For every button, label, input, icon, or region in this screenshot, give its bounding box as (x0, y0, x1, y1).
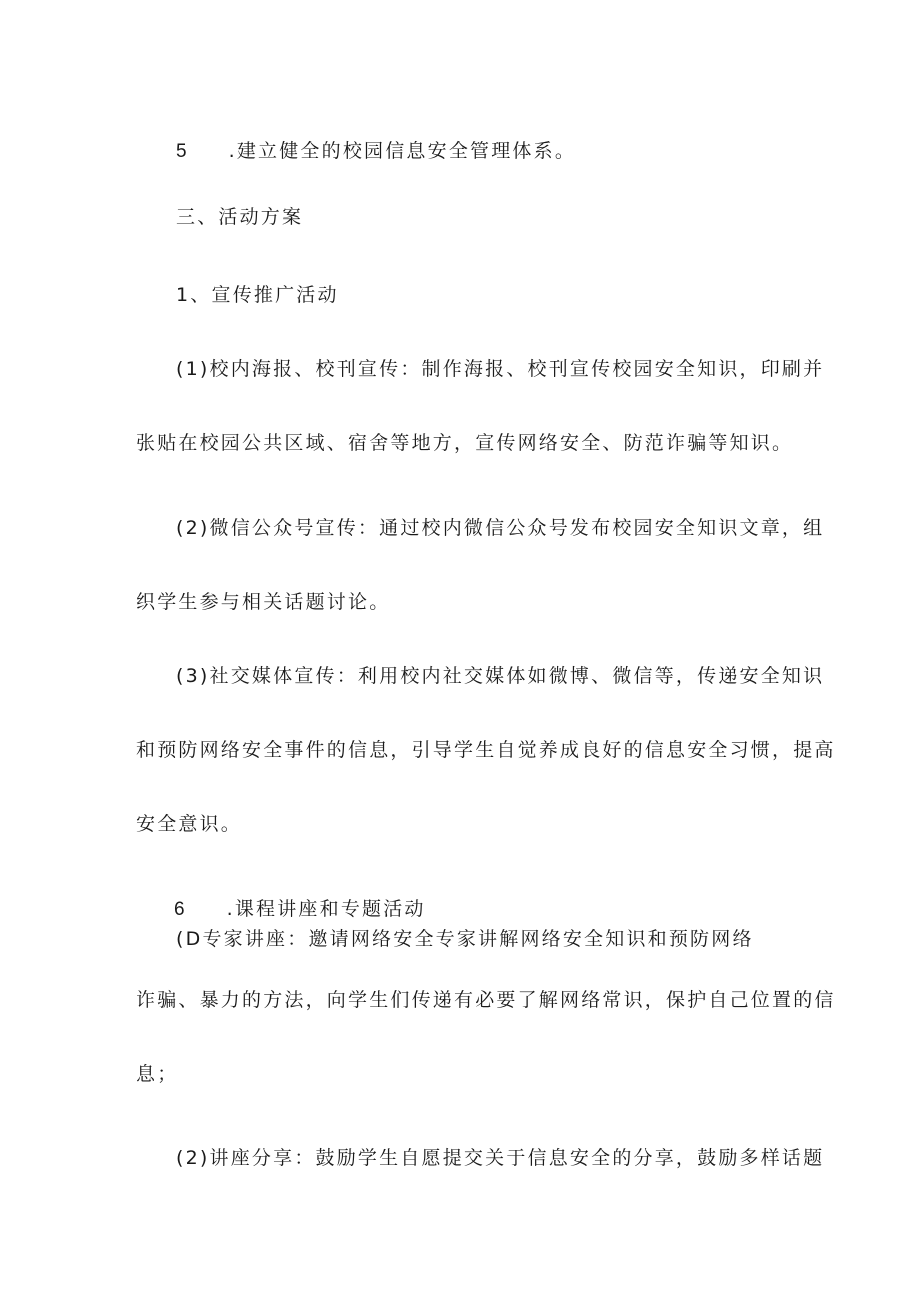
section-3-heading: 三、活动方案 (176, 206, 304, 228)
paragraph-1-line-2: 张贴在校园公共区域、宿舍等地方，宣传网络安全、防范诈骗等知识。 (136, 432, 794, 454)
paragraph-3-line-2: 和预防网络安全事件的信息，引导学生自觉养成良好的信息安全习惯，提高 (136, 739, 836, 761)
item-5 (176, 139, 576, 164)
item-6 (174, 897, 426, 922)
paragraph-4-line-3: 息； (136, 1063, 179, 1085)
paragraph-1-line-1: (1)校内海报、校刊宣传：制作海报、校刊宣传校园安全知识，印刷并 (176, 358, 825, 380)
paragraph-2-line-1: (2)微信公众号宣传：通过校内微信公众号发布校园安全知识文章，组 (176, 517, 825, 539)
item-5-number: 5 (176, 141, 187, 162)
paragraph-4-line-2: 诈骗、暴力的方法，向学生们传递有必要了解网络常识，保护自己位置的信 (136, 989, 836, 1011)
item-5-text: .建立健全的校园信息安全管理体系。 (228, 140, 577, 162)
paragraph-5-line-1: (2)讲座分享：鼓励学生自愿提交关于信息安全的分享，鼓励多样话题 (176, 1147, 825, 1169)
subsection-1-heading: 1、宣传推广活动 (176, 284, 339, 306)
paragraph-2-line-2: 织学生参与相关话题讨论。 (136, 591, 391, 613)
paragraph-3-line-1: (3)社交媒体宣传：利用校内社交媒体如微博、微信等，传递安全知识 (176, 665, 825, 687)
paragraph-3-line-3: 安全意识。 (136, 813, 243, 835)
item-6-number: 6 (174, 899, 185, 920)
item-6-text: .课程讲座和专题活动 (226, 898, 426, 920)
paragraph-4-line-1: (D专家讲座：邀请网络安全专家讲解网络安全知识和预防网络 (176, 928, 754, 950)
